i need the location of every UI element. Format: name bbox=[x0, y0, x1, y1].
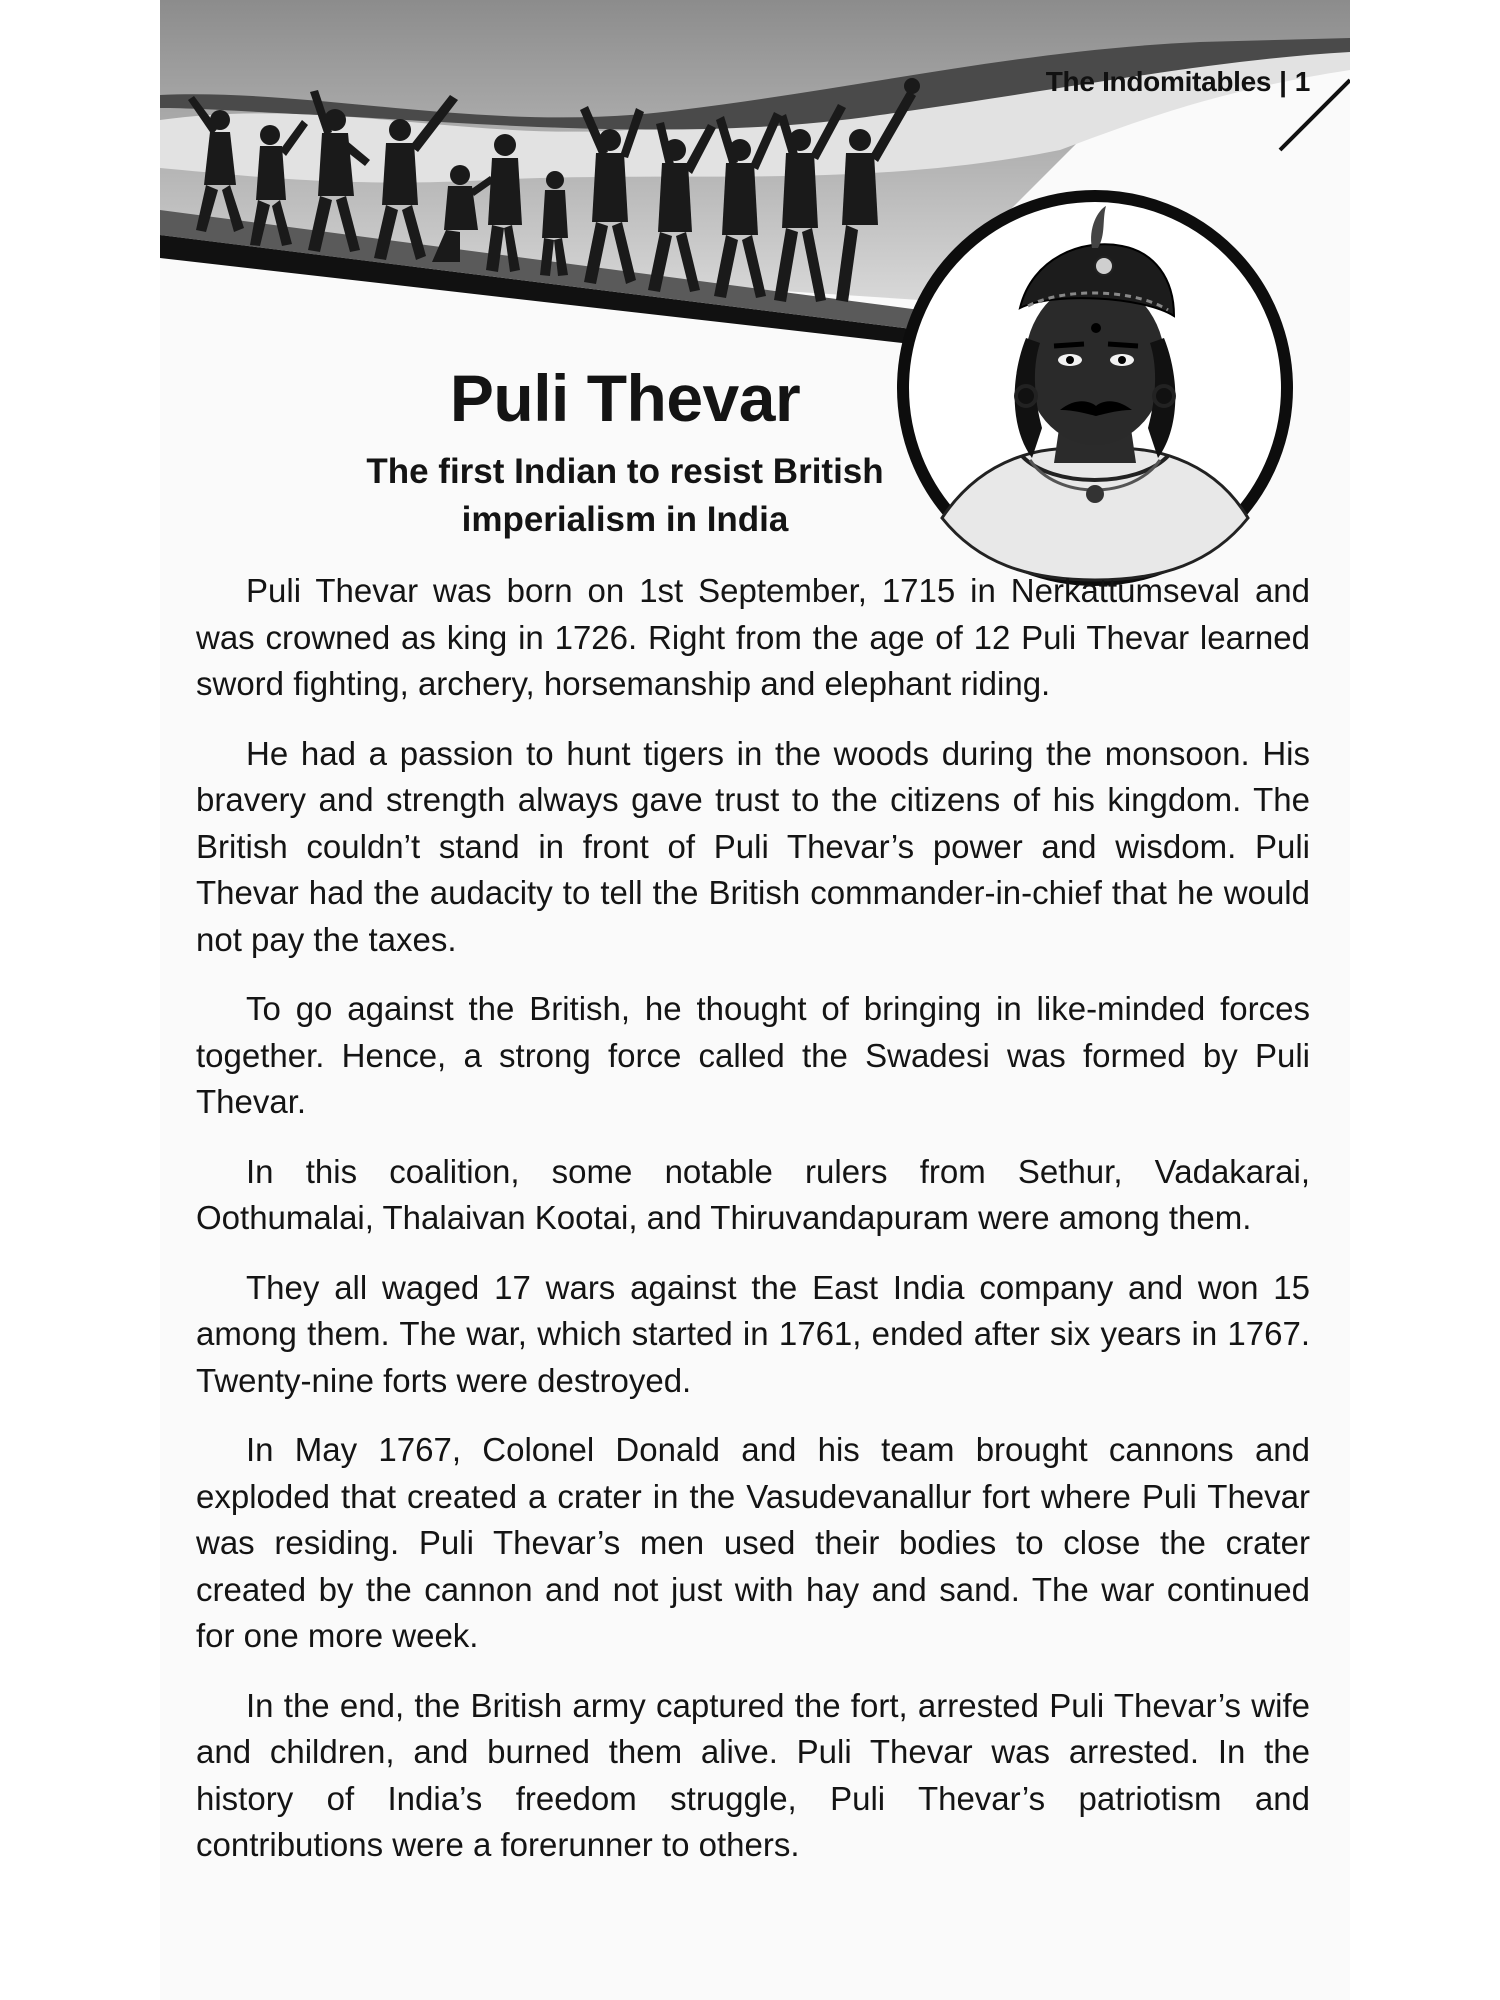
page-subtitle bbox=[240, 448, 1010, 544]
paragraph-wars: They all waged 17 wars against the East India company and won 15 among them. The war, which started in 1761, ended after six years in 1767. Twenty-nine forts were destroyed. bbox=[196, 1268, 1310, 1399]
paragraph-bravery: He had a passion to hunt tigers in the woods during the monsoon. His bravery and strength always gave trust to the citizens of his kingdom. The British couldn’t stand in front of Puli Thevar’s power and wisdom. Puli Thevar had the audacity to tell the British commander-in-chief that he would not pay the taxes. bbox=[196, 734, 1310, 958]
header-separator: | bbox=[1279, 66, 1287, 97]
paragraph-cannons: In May 1767, Colonel Donald and his team brought cannons and exploded that created a crater in the Vasudevanallur fort where Puli Thevar was residing. Puli Thevar’s men used their bodies to close the crater created by the cannon and not just with hay and sand. The war continued for one more week. bbox=[196, 1431, 1310, 1654]
article-body bbox=[196, 568, 1310, 1892]
page-title: Puli Thevar bbox=[449, 361, 801, 435]
paragraph-swadesi: To go against the British, he thought of bringing in like-minded forces together. Hence, a strong force called the Swadesi was formed by Puli Thevar. bbox=[196, 990, 1310, 1120]
subtitle-line-1: The first Indian to resist British bbox=[366, 452, 884, 491]
paragraph-coalition: In this coalition, some notable rulers from Sethur, Vadakarai, Oothumalai, Thalaivan Kootai, and Thiruvandapuram were among them. bbox=[196, 1152, 1310, 1236]
running-header bbox=[1046, 66, 1310, 98]
paragraph-birth: Puli Thevar was born on 1st September, 1715 in Nerkattumseval and was crowned as king in 1726. Right from the age of 12 Puli Thevar learned sword fighting, archery, horsemanship and elephant riding. bbox=[196, 572, 1310, 702]
book-page bbox=[160, 0, 1350, 2000]
paragraph-ending: In the end, the British army captured the fort, arrested Puli Thevar’s wife and children, and burned them alive. Puli Thevar was arrested. In the history of India’s freedom struggle, Puli Thevar’s patriotism and contributions were a forerunner to others. bbox=[196, 1686, 1310, 1863]
book-title: The Indomitables bbox=[1045, 66, 1272, 97]
subtitle-line-2: imperialism in India bbox=[461, 500, 789, 539]
page-number: 1 bbox=[1294, 66, 1310, 97]
